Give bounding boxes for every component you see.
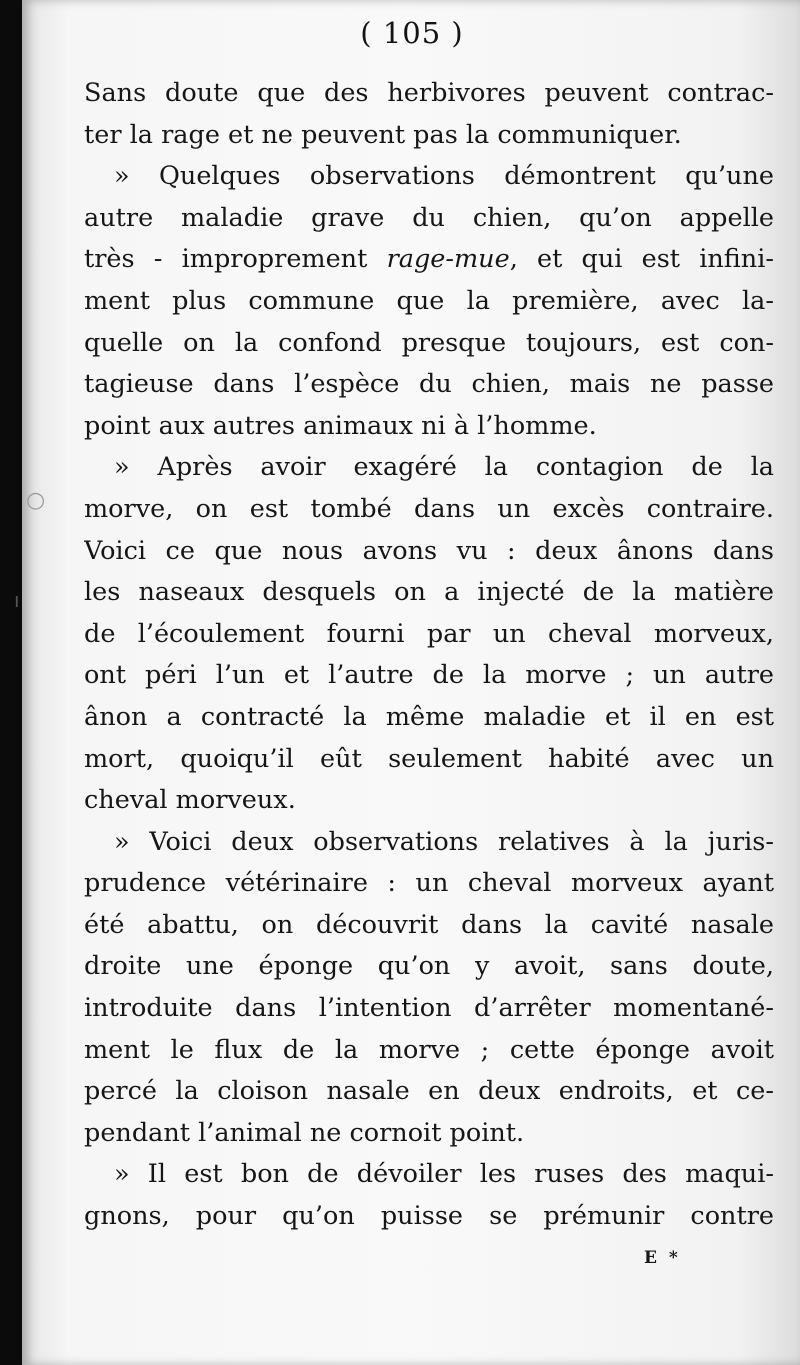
text-line: introduite dans l’intention d’arrêter momentané- (84, 993, 774, 1024)
text-line: de l’écoulement fourni par un cheval morveux, (84, 618, 774, 649)
text-line: » Quelques observations démontrent qu’une (114, 161, 774, 192)
text-line: mort, quoiqu’il eût seulement habité avec un (84, 743, 774, 774)
signature-mark: E * (644, 1248, 681, 1268)
text-line: ânon a contracté la même maladie et il en est (84, 701, 774, 732)
text-line: morve, on est tombé dans un excès contraire. (84, 493, 774, 524)
text-line: » Après avoir exagéré la contagion de la (114, 452, 774, 483)
text-line: ont péri l’un et l’autre de la morve ; un autre (84, 660, 774, 691)
text-line: Sans doute que des herbivores peuvent contrac- (84, 78, 774, 108)
italic-term: rage-mue (386, 244, 510, 275)
text-line: prudence vétérinaire : un cheval morveux ayant (84, 868, 774, 899)
book-page (22, 0, 800, 1365)
text-line: ter la rage et ne peuvent pas la communiquer. (84, 119, 682, 150)
text-line: ment le flux de la morve ; cette éponge avoit (84, 1034, 774, 1065)
text-line: tagieuse dans l’espèce du chien, mais ne passe (84, 369, 774, 400)
text-line: percé la cloison nasale en deux endroits, et ce- (84, 1076, 774, 1107)
text-line: » Voici deux observations relatives à la juris- (114, 826, 774, 857)
margin-circle-icon: ○ (26, 488, 46, 513)
text-line: quelle on la confond presque toujours, est con- (84, 327, 774, 358)
text-line: été abattu, on découvrit dans la cavité nasale (84, 909, 774, 940)
margin-tick-icon: ı (14, 588, 20, 612)
text-line: pendant l’animal ne cornoit point. (84, 1117, 525, 1148)
page-number: ( 105 ) (360, 16, 464, 50)
text-line: droite une éponge qu’on y avoit, sans doute, (84, 951, 774, 982)
text-line: cheval morveux. (84, 785, 296, 816)
body-text (84, 73, 774, 1238)
text-line: Voici ce que nous avons vu : deux ânons dans (84, 535, 774, 566)
text-line: les naseaux desquels on a injecté de la matière (84, 577, 774, 608)
text-line: gnons, pour qu’on puisse se prémunir contre (84, 1201, 774, 1232)
text-line: autre maladie grave du chien, qu’on appelle (84, 202, 774, 233)
text-line: ment plus commune que la première, avec la- (84, 285, 774, 316)
text-line: » Il est bon de dévoiler les ruses des maqui- (114, 1159, 774, 1190)
text-line (84, 239, 774, 281)
text-line-part: très - improprement rage-mue, et qui est infini- (84, 244, 774, 275)
text-line: point aux autres animaux ni à l’homme. (84, 410, 597, 441)
